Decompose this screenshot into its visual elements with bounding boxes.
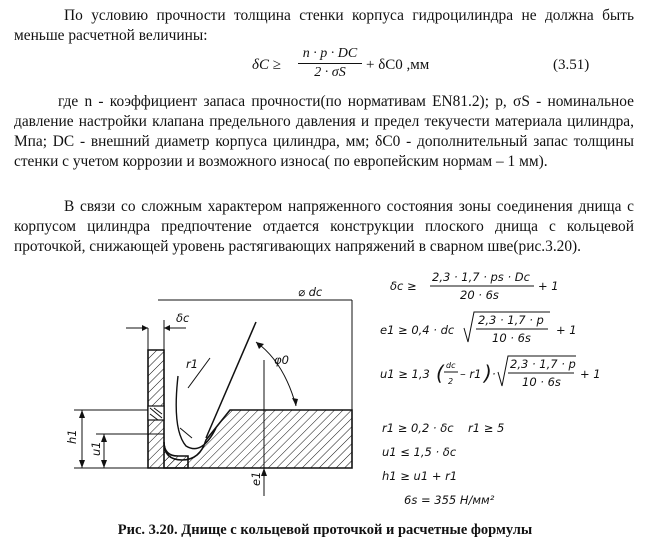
equation-3-51 — [252, 44, 492, 86]
paragraph-definitions: где n - коэффициент запаса прочности(по нормативам EN81.2); p, σS - номинальное давление настройки клапана предельного давления и предел текучести материала цилиндра, Мпа; DC - внешний диаметр корпуса цилиндра, мм; δC0 - дополнительный запас толщины стенки с учетом коррозии и возможного износа( по европейским нормам – 1 мм). — [14, 93, 634, 170]
svg-text:): ) — [484, 361, 492, 385]
equation-rhs: + δC0 ,мм — [366, 57, 430, 73]
figure-caption: Рис. 3.20. Днище с кольцевой проточкой и расчетные формулы — [117, 522, 533, 538]
paragraph-intro: По условию прочности толщина стенки корпуса гидроцилиндра не должна быть меньше расчетной величины: — [14, 7, 634, 44]
bottom-plate — [164, 410, 352, 468]
paragraph-design: В связи со сложным характером напряженного состояния зоны соединения днища с корпусом цилиндра предпочтение отдается конструкции плоского днища с кольцевой проточкой, снижающей уровень растягивающих напряжений в сварном шве(рис.3.20). — [14, 198, 634, 255]
formula-3-paren-den: 2 — [448, 377, 454, 386]
formula-2-lhs: e1 ≥ 0,4 · dc — [380, 323, 455, 337]
constraint-r1-rel: r1 ≥ 0,2 · δc — [382, 421, 454, 435]
label-e1: e1 — [249, 471, 263, 486]
formula-2-den: 10 · 6s — [492, 331, 531, 345]
equation-lhs: δC ≥ — [252, 57, 281, 73]
label-r1: r1 — [186, 357, 199, 371]
constraint-h1: h1 ≥ u1 + r1 — [382, 469, 458, 483]
formula-2-num: 2,3 · 1,7 · p — [478, 313, 544, 327]
equation-numerator: n · p · DC — [298, 46, 362, 64]
formula-1-num: 2,3 · 1,7 · ps · Dc — [432, 270, 530, 284]
formula-1-lhs: δc ≥ — [390, 279, 417, 293]
formula-3-paren-num: dc — [446, 361, 456, 370]
figure-3-20 — [60, 260, 640, 512]
formula-1-tail: + 1 — [538, 279, 559, 293]
svg-text:(: ( — [436, 361, 444, 385]
formula-3-paren-tail: – r1 — [460, 367, 482, 381]
label-dc: ⌀ dc — [298, 285, 323, 299]
constraint-sigma: 6s = 355 Н/мм² — [404, 493, 495, 507]
equation-fraction — [298, 46, 362, 81]
formula-3-num: 2,3 · 1,7 · p — [510, 357, 576, 371]
formula-3-tail: + 1 — [580, 367, 601, 381]
drawing — [65, 285, 352, 496]
svg-text:·: · — [492, 367, 496, 381]
formula-3-lhs: u1 ≥ 1,3 — [380, 367, 430, 381]
label-h1: h1 — [65, 429, 79, 444]
formula-1-den: 20 · 6s — [460, 288, 499, 302]
label-phi0: φ0 — [274, 353, 289, 367]
constraint-r1-abs: r1 ≥ 5 — [468, 421, 505, 435]
formula-block — [380, 270, 601, 507]
equation-number: (3.51) — [553, 57, 590, 73]
label-delta-c: δc — [176, 311, 190, 325]
formula-3-den: 10 · 6s — [522, 375, 561, 389]
equation-denominator: 2 · σS — [314, 65, 346, 80]
label-u1: u1 — [89, 441, 103, 456]
formula-2-tail: + 1 — [556, 323, 577, 337]
constraint-u1: u1 ≤ 1,5 · δc — [382, 445, 457, 459]
